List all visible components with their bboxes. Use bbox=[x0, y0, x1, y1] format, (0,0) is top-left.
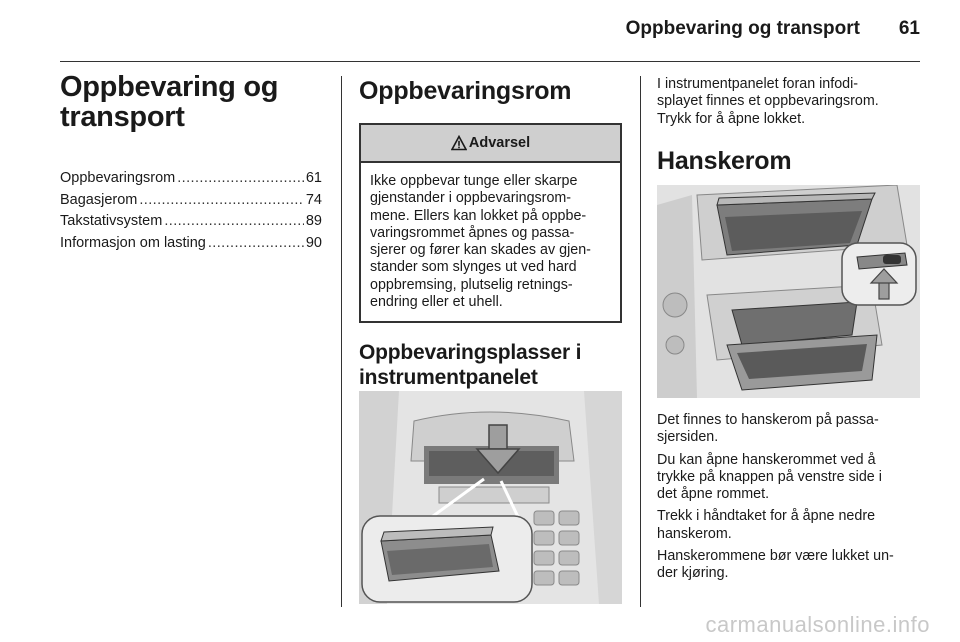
table-of-contents bbox=[60, 168, 322, 254]
page-number: 61 bbox=[898, 18, 920, 39]
glovebox-drawing bbox=[657, 185, 920, 398]
toc-leader-dots bbox=[208, 233, 304, 255]
header-rule bbox=[60, 61, 920, 62]
toc-leader-dots bbox=[139, 190, 303, 212]
toc-entry-page: 74 bbox=[305, 191, 322, 208]
right-column-body bbox=[657, 412, 922, 588]
left-column bbox=[60, 72, 322, 254]
toc-entry-page: 90 bbox=[305, 234, 322, 251]
toc-entry-label: Oppbevaringsrom bbox=[60, 170, 176, 186]
body-paragraph: Trekk i håndtaket for å åpne nedre hanskerom. bbox=[657, 508, 876, 542]
instrument-panel-storage-illustration bbox=[359, 391, 622, 604]
column-divider-left bbox=[341, 76, 342, 607]
column-divider-right bbox=[640, 76, 641, 607]
toc-entry[interactable] bbox=[60, 233, 322, 255]
toc-entry-label: Bagasjerom bbox=[60, 191, 138, 208]
right-column bbox=[657, 76, 922, 176]
toc-entry[interactable] bbox=[60, 190, 322, 212]
warning-triangle-icon bbox=[451, 135, 467, 151]
middle-column bbox=[359, 72, 622, 390]
toc-leader-dots bbox=[177, 168, 304, 190]
toc-entry-page: 89 bbox=[305, 213, 322, 229]
toc-entry[interactable] bbox=[60, 168, 322, 190]
intro-paragraph: I instrumentpanelet foran infodi- splayet finnes et oppbevaringsrom. Trykk for å åpne lokket. bbox=[657, 76, 879, 127]
warning-text: Ikke oppbevar tunge eller skarpe gjenstander i oppbevaringsrom- mene. Ellers kan lokket på oppbe- varingsrommet åpnes og passa- sjerer og fører kan skades av gjen- stander som slynges ut ved hard oppbremsing, plutselig retnings- endring eller et uhell. bbox=[370, 173, 591, 311]
warning-heading: Advarsel bbox=[468, 135, 531, 151]
warning-box bbox=[359, 123, 622, 323]
toc-entry-label: Takstativsystem bbox=[60, 213, 163, 229]
glovebox-illustration bbox=[657, 185, 920, 398]
body-paragraph: Hanskerommene bør være lukket un- der kjøring. bbox=[657, 548, 894, 582]
chapter-title: Oppbevaring og transport bbox=[60, 71, 279, 133]
toc-entry[interactable] bbox=[60, 211, 322, 233]
toc-entry-page: 61 bbox=[305, 170, 322, 186]
warning-header bbox=[361, 125, 620, 163]
subsection-title-instrument-panel: Oppbevaringsplasser i instrumentpanelet bbox=[359, 341, 582, 390]
toc-leader-dots bbox=[164, 211, 304, 233]
body-paragraph: Du kan åpne hanskerommet ved å trykke på knappen på venstre side i det åpne rommet. bbox=[657, 451, 882, 503]
toc-entry-label: Informasjon om lasting bbox=[60, 234, 206, 251]
section-title: Oppbevaringsrom bbox=[359, 77, 572, 105]
running-header-title: Oppbevaring og transport bbox=[625, 18, 860, 39]
instrument-panel-drawing bbox=[359, 391, 622, 604]
body-paragraph: Det finnes to hanskerom på passa- sjersiden. bbox=[657, 412, 879, 446]
subsection-title-glovebox: Hanskerom bbox=[657, 146, 792, 175]
watermark: carmanualsonline.info bbox=[705, 612, 930, 637]
